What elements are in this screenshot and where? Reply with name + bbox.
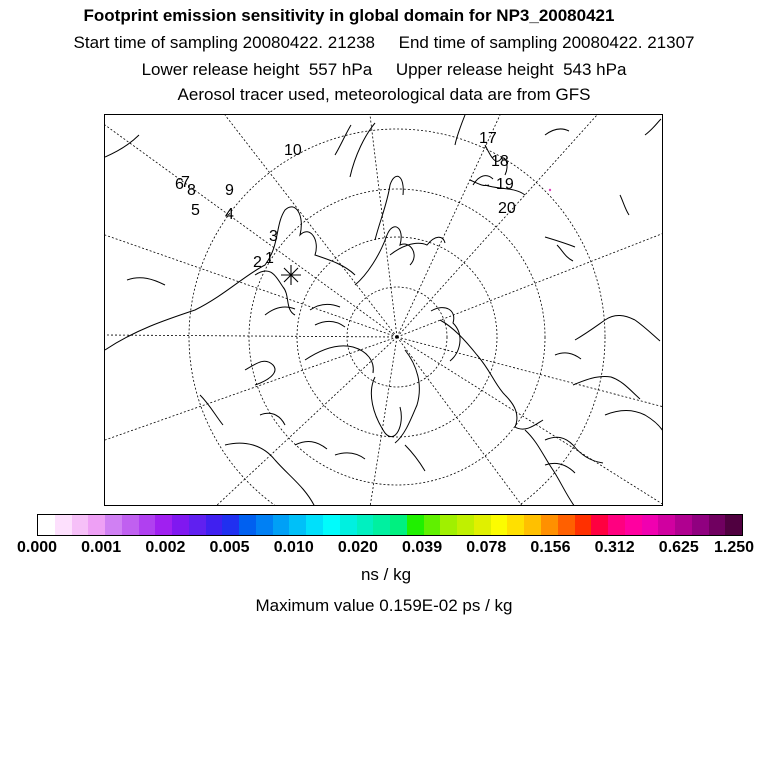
colorbar-tick-label: 0.039 [402,539,443,556]
colorbar-tick-label: 0.625 [658,539,699,556]
colorbar-tick-label: 0.010 [273,539,314,556]
colorbar-cell [474,515,491,535]
tracer-note: Aerosol tracer used, meteorological data are from GFS [177,85,591,104]
colorbar-cell [323,515,340,535]
release-heights [0,60,768,80]
colorbar-cell [306,515,323,535]
colorbar-cell [122,515,139,535]
max-value-number: 0.159E-02 ps / kg [379,596,513,615]
colorbar-cell [289,515,306,535]
colorbar-tick-label: 0.000 [16,539,58,556]
colorbar-cell [105,515,122,535]
colorbar-cell [625,515,642,535]
colorbar-cell [608,515,625,535]
colorbar-cell [357,515,374,535]
colorbar-cell [206,515,223,535]
colorbar-tick-label: 0.001 [81,539,122,556]
colorbar-cell [407,515,424,535]
day-label-6: 6 [175,176,184,193]
day-label-4: 4 [225,206,234,223]
start-time-label: Start time of sampling [73,33,238,52]
polar-map [104,114,663,506]
day-label-10: 10 [284,142,302,159]
colorbar-cell [424,515,441,535]
colorbar-cell [222,515,239,535]
colorbar-cell [55,515,72,535]
upper-height-value: 543 hPa [563,60,627,79]
lower-height-value: 557 hPa [308,60,373,79]
end-time-label: End time of sampling [398,33,558,52]
day-label-19: 19 [496,176,514,193]
sensitivity-dot [549,189,551,191]
lower-height-label: Lower release height [141,60,300,79]
colorbar-cell [658,515,675,535]
upper-height-label: Upper release height [395,60,554,79]
colorbar-cell [642,515,659,535]
colorbar-cell [692,515,709,535]
colorbar-cell [390,515,407,535]
colorbar-tick-label: 0.002 [145,539,186,556]
colorbar-tick-label: 0.020 [337,539,378,556]
day-label-18: 18 [491,153,509,170]
colorbar-tick-label: 0.078 [466,539,507,556]
release-point-asterisk [281,265,301,285]
colorbar-cell [457,515,474,535]
sampling-times [0,33,768,53]
colorbar-cell [256,515,273,535]
day-label-17: 17 [479,130,497,147]
colorbar-cell [491,515,508,535]
max-value-label: Maximum value [255,596,375,615]
day-label-8: 8 [187,182,196,199]
start-time-value: 20080422. 21238 [242,33,376,52]
colorbar-cell [172,515,189,535]
day-label-9: 9 [225,182,234,199]
colorbar [37,514,743,536]
colorbar-cell [155,515,172,535]
colorbar-cell [72,515,89,535]
colorbar-cell [189,515,206,535]
day-label-1: 1 [265,250,274,267]
colorbar-cell [558,515,575,535]
colorbar-cell [38,515,55,535]
colorbar-units: ns / kg [360,565,412,584]
latitude-circles [189,129,605,506]
colorbar-cell [675,515,692,535]
colorbar-cell [139,515,156,535]
colorbar-cell [575,515,592,535]
colorbar-tick-label: 0.156 [530,539,571,556]
colorbar-cell [373,515,390,535]
colorbar-cell [273,515,290,535]
colorbar-tick-label: 0.005 [209,539,250,556]
colorbar-cell [725,515,742,535]
colorbar-cell [440,515,457,535]
day-label-5: 5 [191,202,200,219]
colorbar-cell [88,515,105,535]
maximum-value [0,596,768,616]
colorbar-cell [591,515,608,535]
day-label-7: 7 [181,174,190,191]
colorbar-cell [524,515,541,535]
end-time-value: 20080422. 21307 [562,33,695,52]
colorbar-cell [340,515,357,535]
colorbar-cell [709,515,726,535]
colorbar-tick-label: 1.250 [713,539,755,556]
colorbar-tick-label: 0.312 [594,539,635,556]
colorbar-cell [541,515,558,535]
day-label-20: 20 [498,200,516,217]
colorbar-cell [239,515,256,535]
plot-title: Footprint emission sensitivity in global domain for NP3_20080421 [83,6,615,25]
day-label-2: 2 [253,254,262,271]
colorbar-cell [507,515,524,535]
day-label-3: 3 [269,228,278,245]
